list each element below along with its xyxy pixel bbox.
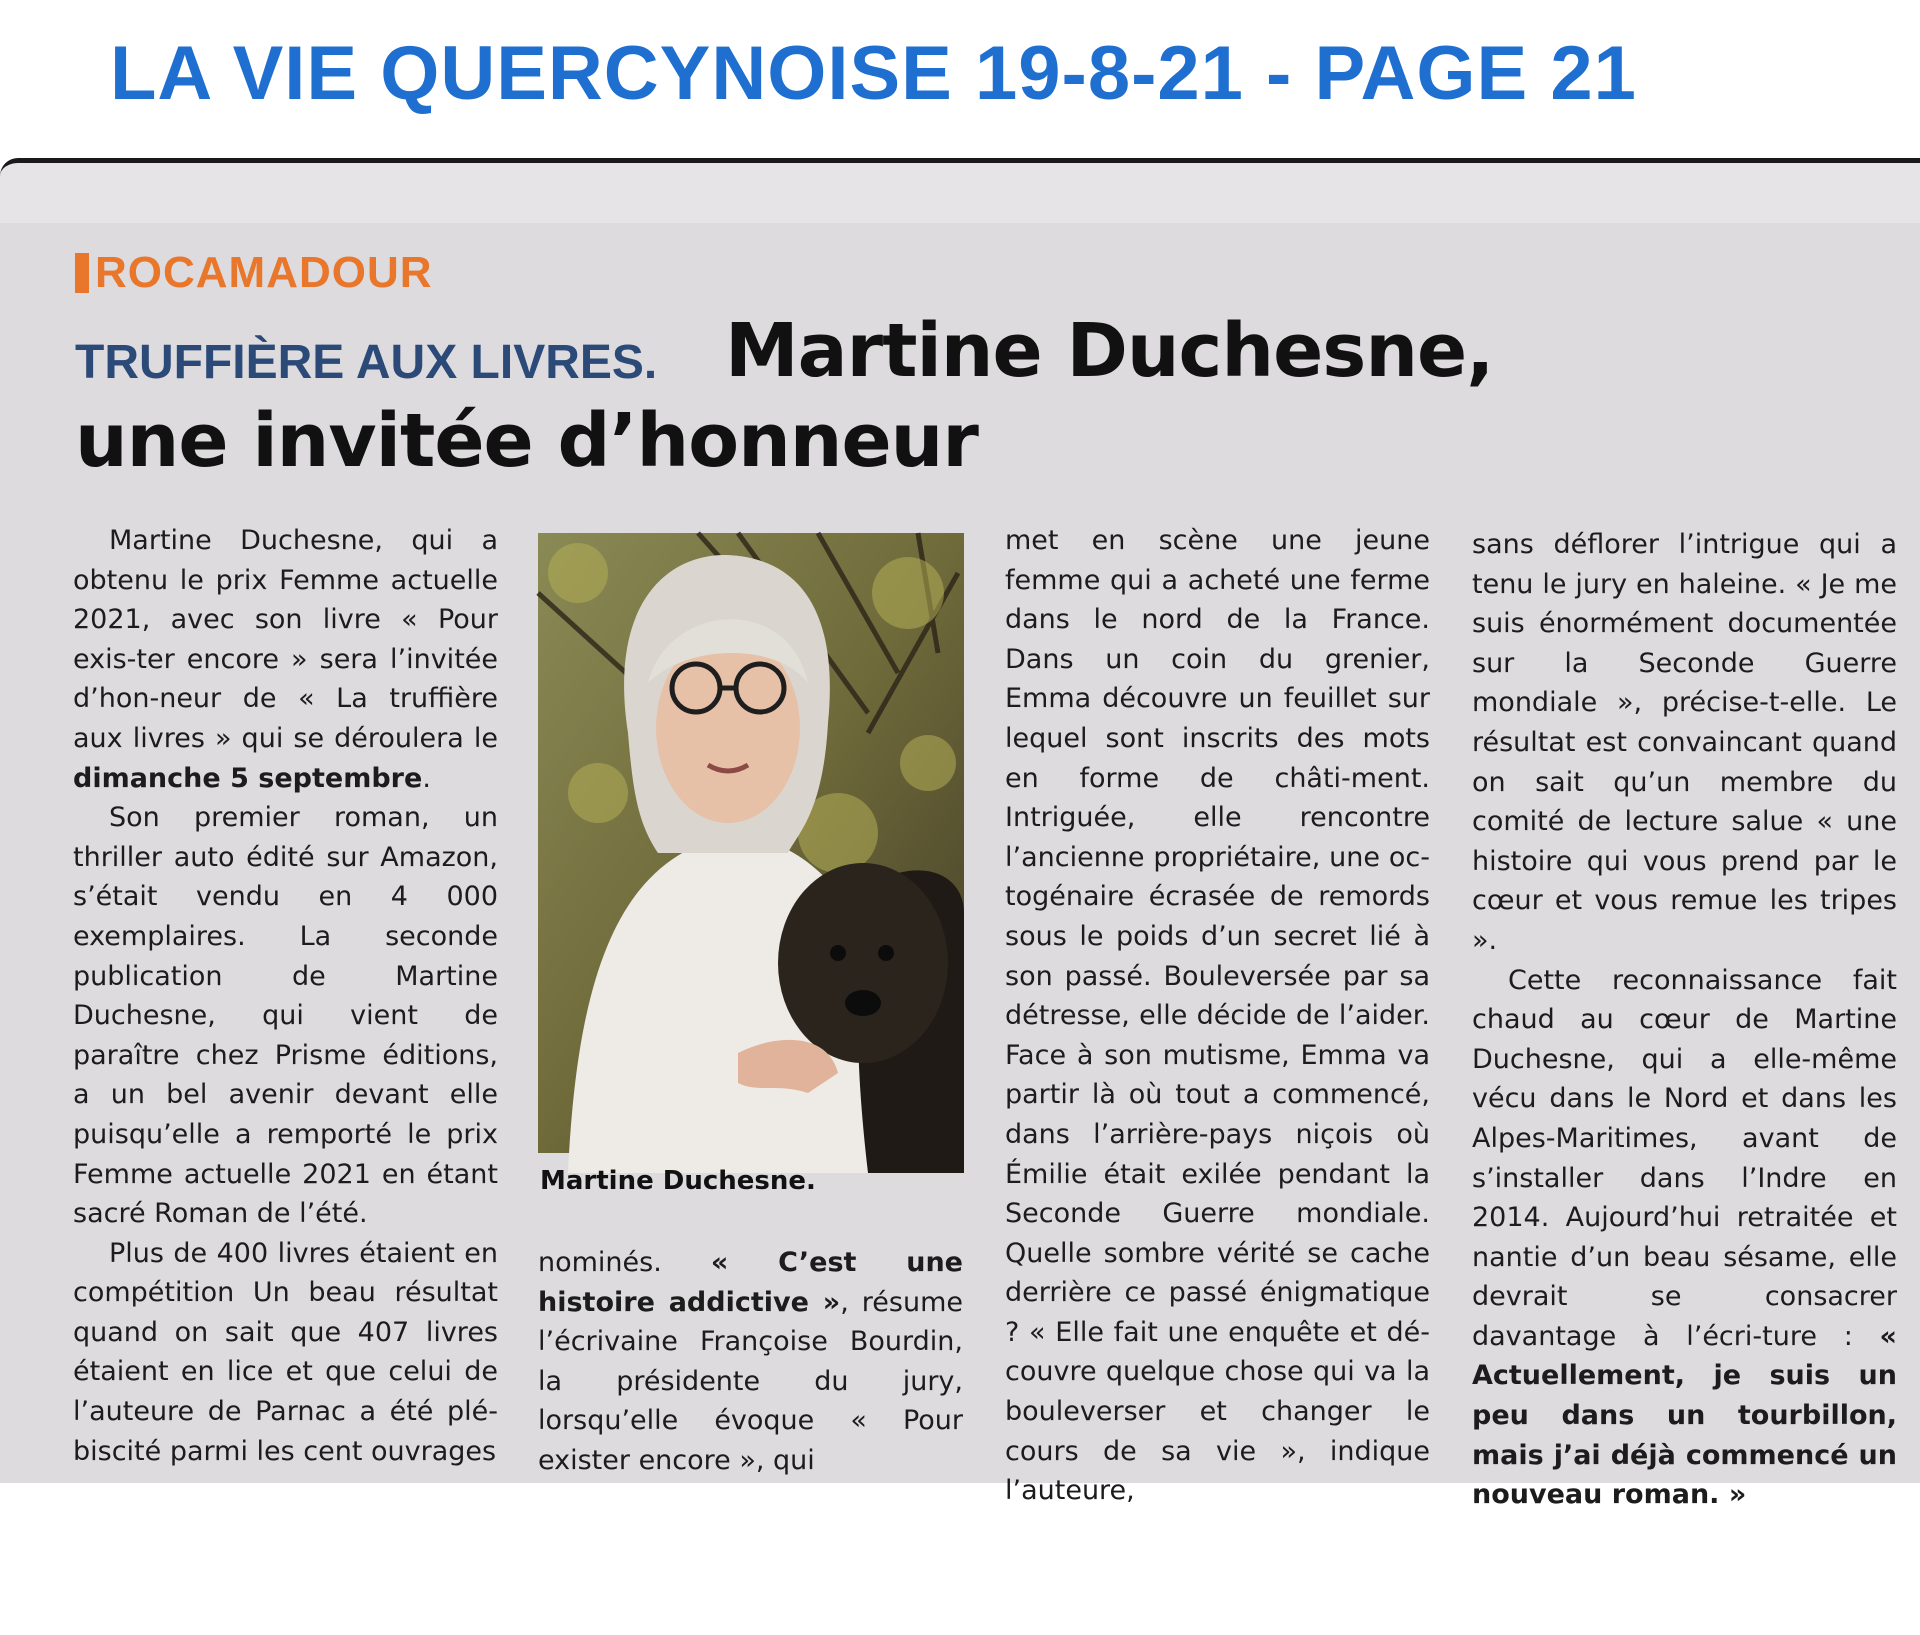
paragraph: nominés. « C’est une histoire addictive », résume l’écrivaine Françoise Bourdin, la présidente du jury, lorsqu’elle évoque « Pour exister encore », qui: [538, 1247, 963, 1476]
article-column-4: [1472, 525, 1897, 1515]
author-photo-illustration: [538, 533, 964, 1153]
headline-line-2: une invitée d’honneur: [75, 398, 978, 484]
newspaper-clipping: [0, 158, 1920, 1511]
paragraph: Cette reconnaissance fait chaud au cœur de Martine Duchesne, qui a elle-même vécu dans le Nord et dans les Alpes-Maritimes, avant de s’installer dans l’Indre en 2014. Aujourd’hui retraitée et nantie d’un beau sésame, elle devrait se consacrer davantage à l’écri-ture : « Actuellement, je suis un peu dans un tourbillon, mais j’ai déjà commencé un nouveau roman. »: [1472, 964, 1897, 1511]
article-column-1: [73, 521, 498, 1471]
paragraph: Plus de 400 livres étaient en compétition Un beau résultat quand on sait que 407 livres étaient en lice et que celui de l’auteure de Parnac a été plé-biscité parmi les cent ouvrages: [73, 1237, 498, 1467]
article-column-3: [1005, 521, 1430, 1511]
kicker: TRUFFIÈRE AUX LIVRES.: [75, 336, 658, 389]
page-title: LA VIE QUERCYNOISE 19-8-21 - PAGE 21: [110, 31, 1637, 116]
article-column-2: [538, 1243, 963, 1481]
section-square-icon: [75, 253, 89, 293]
paragraph: met en scène une jeune femme qui a acheté une ferme dans le nord de la France. Dans un coin du grenier, Emma découvre un feuillet sur lequel sont inscrits des mots en forme de châti-ment. Intriguée, elle rencontre l’ancienne propriétaire, une oc-togénaire écrasée de remords sous le poids d’un secret lié à son passé. Bouleversée par sa détresse, elle décide de l’aider. Face à son mutisme, Emma va partir là où tout a commencé, dans l’arrière-pays niçois où Émilie était exilée pendant la Seconde Guerre mondiale. Quelle sombre vérité se cache derrière ce passé énigmatique ? « Elle fait une enquête et dé-couvre quelque chose qui va la bouleverser et changer le cours de sa vie », indique l’auteure,: [1005, 525, 1430, 1507]
author-photo: [538, 533, 964, 1153]
paragraph: Martine Duchesne, qui a obtenu le prix Femme actuelle 2021, avec son livre « Pour exis-ter encore » sera l’invitée d’hon-neur de « La truffière aux livres » qui se déroulera le dimanche 5 septembre.: [73, 525, 498, 794]
paragraph: Son premier roman, un thriller auto édité sur Amazon, s’était vendu en 4 000 exemplaires. La seconde publication de Martine Duchesne, qui vient de paraître chez Prisme éditions, a un bel avenir devant elle puisqu’elle a remporté le prix Femme actuelle 2021 en étant sacré Roman de l’été.: [73, 802, 498, 1230]
section-tag: [75, 248, 433, 298]
photo-caption: Martine Duchesne.: [540, 1166, 816, 1196]
section-label: ROCAMADOUR: [95, 248, 433, 297]
paragraph: sans déflorer l’intrigue qui a tenu le jury en haleine. « Je me suis énormément documentée sur la Seconde Guerre mondiale », précise-t-elle. Le résultat est convaincant quand on sait qu’un membre du comité de lecture salue « une histoire qui vous prend par le cœur et vous remue les tripes ».: [1472, 529, 1897, 956]
headline-line-1: Martine Duchesne,: [725, 308, 1494, 394]
